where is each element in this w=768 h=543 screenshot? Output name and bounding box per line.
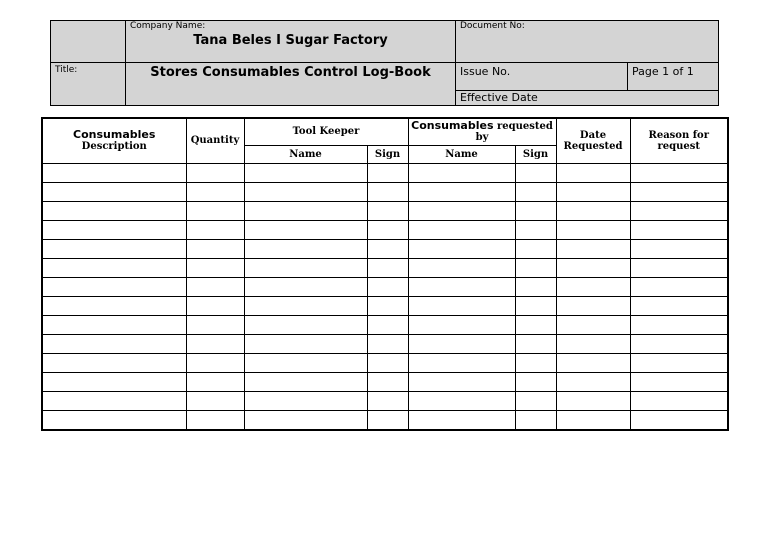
cell-description[interactable] <box>42 391 186 410</box>
cell-reason[interactable] <box>630 163 728 182</box>
cell-requester-name[interactable] <box>408 391 515 410</box>
cell-requester-name[interactable] <box>408 334 515 353</box>
cell-requester-name[interactable] <box>408 372 515 391</box>
cell-description[interactable] <box>42 201 186 220</box>
cell-tool-keeper-name[interactable] <box>244 163 367 182</box>
cell-quantity[interactable] <box>186 315 244 334</box>
cell-description[interactable] <box>42 315 186 334</box>
cell-quantity[interactable] <box>186 372 244 391</box>
cell-reason[interactable] <box>630 258 728 277</box>
table-row <box>42 410 728 430</box>
cell-reason[interactable] <box>630 391 728 410</box>
cell-tool-keeper-name[interactable] <box>244 334 367 353</box>
cell-requester-name[interactable] <box>408 296 515 315</box>
cell-tool-keeper-name[interactable] <box>244 353 367 372</box>
table-row <box>42 391 728 410</box>
header-consumables: Consumables <box>73 128 156 142</box>
cell-date-requested[interactable] <box>556 334 630 353</box>
cell-tool-keeper-sign[interactable] <box>367 277 408 296</box>
cell-requester-sign[interactable] <box>515 372 556 391</box>
cell-tool-keeper-sign[interactable] <box>367 391 408 410</box>
cell-reason[interactable] <box>630 372 728 391</box>
cell-tool-keeper-sign[interactable] <box>367 258 408 277</box>
title-label-cell <box>51 63 126 106</box>
cell-date-requested[interactable] <box>556 220 630 239</box>
header-tool-keeper-name: Name <box>244 145 367 163</box>
header-requested-by <box>408 118 556 145</box>
table-row <box>42 201 728 220</box>
cell-quantity[interactable] <box>186 163 244 182</box>
cell-tool-keeper-name[interactable] <box>244 182 367 201</box>
cell-date-requested[interactable] <box>556 315 630 334</box>
cell-tool-keeper-sign[interactable] <box>367 353 408 372</box>
cell-requester-name[interactable] <box>408 201 515 220</box>
header-consumables-description <box>42 118 186 163</box>
table-row <box>42 163 728 182</box>
header-reason: Reason for request <box>630 118 728 163</box>
cell-tool-keeper-sign[interactable] <box>367 296 408 315</box>
cell-tool-keeper-name[interactable] <box>244 391 367 410</box>
cell-requester-name[interactable] <box>408 258 515 277</box>
cell-requester-sign[interactable] <box>515 315 556 334</box>
cell-tool-keeper-sign[interactable] <box>367 182 408 201</box>
cell-requester-sign[interactable] <box>515 334 556 353</box>
cell-requester-name[interactable] <box>408 182 515 201</box>
cell-requester-name[interactable] <box>408 220 515 239</box>
table-row <box>42 239 728 258</box>
cell-tool-keeper-sign[interactable] <box>367 239 408 258</box>
cell-tool-keeper-name[interactable] <box>244 315 367 334</box>
header-tool-keeper: Tool Keeper <box>244 118 408 145</box>
page-number: Page 1 of 1 <box>632 65 694 78</box>
cell-description[interactable] <box>42 277 186 296</box>
cell-quantity[interactable] <box>186 410 244 430</box>
cell-requester-sign[interactable] <box>515 277 556 296</box>
cell-tool-keeper-sign[interactable] <box>367 315 408 334</box>
cell-description[interactable] <box>42 220 186 239</box>
cell-reason[interactable] <box>630 410 728 430</box>
table-row <box>42 277 728 296</box>
company-cell <box>126 21 456 63</box>
title-cell <box>126 63 456 106</box>
cell-tool-keeper-name[interactable] <box>244 296 367 315</box>
header-requested-by-word: Consumables <box>411 119 494 133</box>
cell-reason[interactable] <box>630 296 728 315</box>
cell-description[interactable] <box>42 182 186 201</box>
cell-date-requested[interactable] <box>556 410 630 430</box>
cell-reason[interactable] <box>630 315 728 334</box>
cell-quantity[interactable] <box>186 201 244 220</box>
issue-no-label: Issue No. <box>460 65 511 78</box>
cell-tool-keeper-name[interactable] <box>244 239 367 258</box>
cell-description[interactable] <box>42 163 186 182</box>
cell-tool-keeper-sign[interactable] <box>367 163 408 182</box>
document-header <box>50 20 719 106</box>
cell-date-requested[interactable] <box>556 391 630 410</box>
consumables-log-table <box>41 117 729 431</box>
cell-date-requested[interactable] <box>556 163 630 182</box>
cell-description[interactable] <box>42 334 186 353</box>
cell-requester-sign[interactable] <box>515 353 556 372</box>
cell-date-requested[interactable] <box>556 277 630 296</box>
cell-quantity[interactable] <box>186 182 244 201</box>
cell-tool-keeper-name[interactable] <box>244 258 367 277</box>
cell-tool-keeper-sign[interactable] <box>367 334 408 353</box>
cell-tool-keeper-name[interactable] <box>244 372 367 391</box>
cell-requester-sign[interactable] <box>515 182 556 201</box>
table-row <box>42 296 728 315</box>
cell-date-requested[interactable] <box>556 182 630 201</box>
cell-requester-sign[interactable] <box>515 258 556 277</box>
cell-date-requested[interactable] <box>556 239 630 258</box>
cell-requester-sign[interactable] <box>515 163 556 182</box>
cell-reason[interactable] <box>630 182 728 201</box>
cell-requester-sign[interactable] <box>515 296 556 315</box>
cell-tool-keeper-sign[interactable] <box>367 201 408 220</box>
header-quantity: Quantity <box>186 118 244 163</box>
header-requester-sign: Sign <box>515 145 556 163</box>
cell-requester-sign[interactable] <box>515 391 556 410</box>
cell-date-requested[interactable] <box>556 201 630 220</box>
table-row <box>42 315 728 334</box>
cell-requester-sign[interactable] <box>515 239 556 258</box>
cell-reason[interactable] <box>630 239 728 258</box>
cell-tool-keeper-sign[interactable] <box>367 410 408 430</box>
effective-date-label: Effective Date <box>460 91 538 104</box>
log-body <box>42 163 728 430</box>
cell-requester-name[interactable] <box>408 277 515 296</box>
cell-quantity[interactable] <box>186 258 244 277</box>
cell-quantity[interactable] <box>186 277 244 296</box>
table-row <box>42 334 728 353</box>
table-row <box>42 220 728 239</box>
cell-description[interactable] <box>42 258 186 277</box>
cell-tool-keeper-sign[interactable] <box>367 220 408 239</box>
cell-reason[interactable] <box>630 277 728 296</box>
effective-date-cell <box>456 91 719 106</box>
header-blank-cell <box>51 21 126 63</box>
cell-requester-name[interactable] <box>408 410 515 430</box>
cell-reason[interactable] <box>630 201 728 220</box>
document-no-cell <box>456 21 719 63</box>
document-title: Stores Consumables Control Log-Book <box>150 65 431 80</box>
cell-tool-keeper-name[interactable] <box>244 201 367 220</box>
company-name: Tana Beles I Sugar Factory <box>193 33 388 48</box>
table-row <box>42 258 728 277</box>
cell-date-requested[interactable] <box>556 296 630 315</box>
cell-requester-name[interactable] <box>408 163 515 182</box>
cell-date-requested[interactable] <box>556 372 630 391</box>
table-row <box>42 353 728 372</box>
cell-tool-keeper-name[interactable] <box>244 410 367 430</box>
cell-quantity[interactable] <box>186 334 244 353</box>
cell-quantity[interactable] <box>186 239 244 258</box>
cell-reason[interactable] <box>630 353 728 372</box>
issue-no-cell <box>456 63 628 91</box>
cell-date-requested[interactable] <box>556 353 630 372</box>
cell-requester-sign[interactable] <box>515 201 556 220</box>
cell-tool-keeper-name[interactable] <box>244 220 367 239</box>
document-no-label: Document No: <box>460 21 525 31</box>
cell-description[interactable] <box>42 353 186 372</box>
header-tool-keeper-sign: Sign <box>367 145 408 163</box>
title-label: Title: <box>55 65 78 75</box>
cell-reason[interactable] <box>630 220 728 239</box>
cell-quantity[interactable] <box>186 220 244 239</box>
cell-requester-name[interactable] <box>408 315 515 334</box>
cell-tool-keeper-sign[interactable] <box>367 372 408 391</box>
cell-description[interactable] <box>42 410 186 430</box>
table-row <box>42 182 728 201</box>
cell-quantity[interactable] <box>186 296 244 315</box>
cell-requester-name[interactable] <box>408 239 515 258</box>
cell-quantity[interactable] <box>186 391 244 410</box>
header-requester-name: Name <box>408 145 515 163</box>
cell-description[interactable] <box>42 296 186 315</box>
header-date-requested: Date Requested <box>556 118 630 163</box>
company-label: Company Name: <box>130 21 206 31</box>
cell-description[interactable] <box>42 239 186 258</box>
cell-tool-keeper-name[interactable] <box>244 277 367 296</box>
table-row <box>42 372 728 391</box>
cell-requester-sign[interactable] <box>515 220 556 239</box>
cell-quantity[interactable] <box>186 353 244 372</box>
page-cell <box>628 63 719 91</box>
cell-date-requested[interactable] <box>556 258 630 277</box>
header-description: Description <box>81 141 147 153</box>
cell-description[interactable] <box>42 372 186 391</box>
cell-reason[interactable] <box>630 334 728 353</box>
header-requested-by-rest: requested by <box>475 121 553 144</box>
cell-requester-sign[interactable] <box>515 410 556 430</box>
cell-requester-name[interactable] <box>408 353 515 372</box>
